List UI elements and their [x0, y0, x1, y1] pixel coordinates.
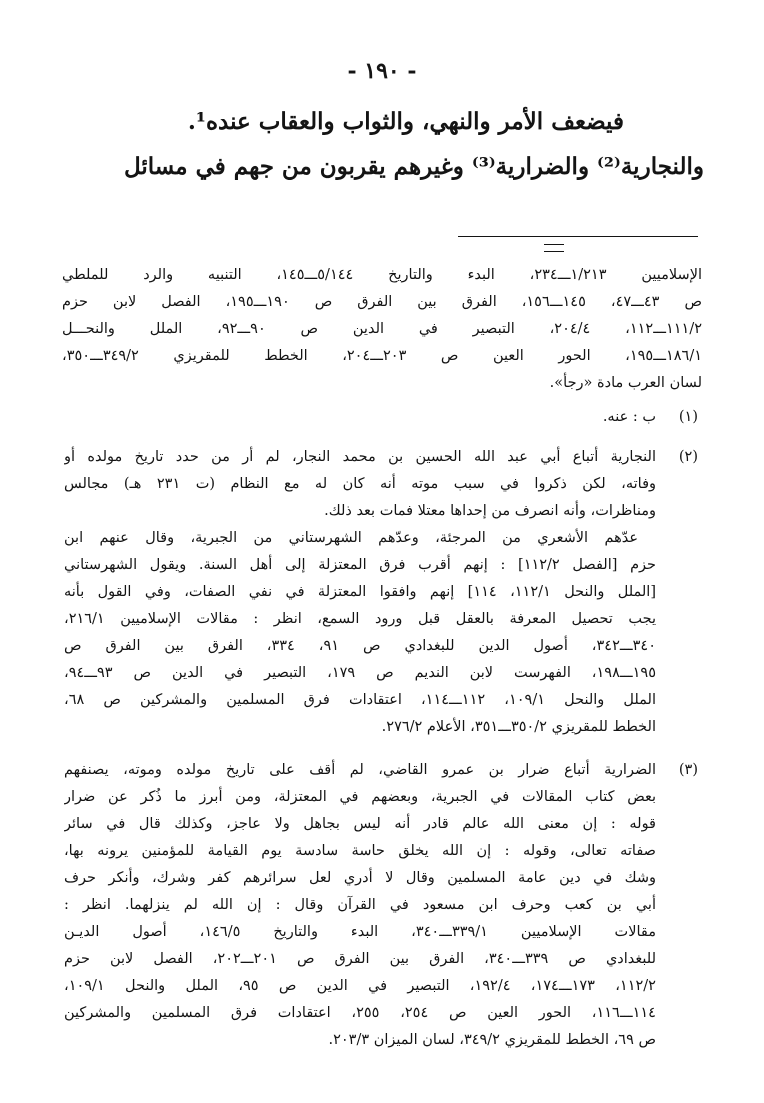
- footnote-line: الضرارية أتباع ضرار بن عمرو القاضي، لم أقف على تاريخ مولده وموته، يصنفهم: [64, 762, 656, 778]
- footnote-line: ٣٤٠ـــ٣٤٢، أصول الدين للبغدادي ص ٩١، ٣٣٤، الفرق بين الفرق ص: [64, 638, 656, 654]
- footnote-line: ١١٢/٢، ١٧٣ـــ١٧٤، ١٩٢/٤، التبصير في الدين ص ٩٥، الملل والنحل ١٠٩/١،: [64, 978, 656, 994]
- footnote-line: الخطط للمقريزي ٣٥٠/٢ـــ٣٥١، الأعلام ٢٧٦/٢.: [381, 719, 656, 735]
- footnote-line: حزم [الفصل ١١٢/٢] : إنهم أقرب فرق المعتزلة إلى أهل السنة. ويقول الشهرستاني: [64, 557, 656, 573]
- footnote-continuation-mark: [544, 244, 564, 252]
- footnote-line: مقالات الإسلاميين ٣٣٩/١ـــ٣٤٠، البدء والتاريخ ١٤٦/٥، أصول الديـن: [64, 924, 656, 940]
- footnote-line: ١٨٦/١ـــ١٩٥، الحور العين ص ٢٠٣ـــ٢٠٤، الخطط للمقريزي ٣٤٩/٢ـــ٣٥٠،: [62, 348, 702, 364]
- footnote-divider: [458, 236, 698, 237]
- footnote-line: ص ٤٣ـــ٤٧، ١٤٥ـــ١٥٦، الفرق بين الفرق ص ١٩٠ـــ١٩٥، الفصل لابن حزم: [62, 294, 702, 310]
- footnote-line: يجب تحصيل المعرفة بالعقل قبل ورود السمع، انظر : مقالات الإسلاميين ٢١٦/١،: [64, 611, 656, 627]
- footnote-number: (٢): [678, 449, 698, 465]
- footnote-line: وفاته، لكن ذكروا في سبب موته أنه كان له مع النظام (ت ٢٣١ هـ) مجالس: [64, 476, 656, 492]
- main-text-line-2: والنجارية⁽²⁾ والضرارية⁽³⁾ وغيرهم يقربون من جهم في مسائل: [123, 153, 704, 180]
- footnote-line: [الملل والنحل ١١٢/١، ١١٤] إنهم وافقوا المعتزلة في نفي الصفات، وفي القول بأنه: [64, 584, 656, 600]
- footnote-line: الملل والنحل ١٠٩/١، ١١٢ـــ١١٤، اعتقادات فرق المسلمين والمشركين ص ٦٨،: [64, 692, 656, 708]
- footnote-line: أبي بن كعب وحرف ابن مسعود في القرآن وقال : إن الله لم ينزلهما. انظر :: [64, 897, 656, 913]
- footnote-line: وشك في دين عامة المسلمين وقال لا أدري لعل سرائرهم كفر وشرك، وأنكر حرف: [64, 870, 656, 886]
- footnote-line: للبغدادي ص ٣٣٩ـــ٣٤٠، الفرق بين الفرق ص ٢٠١ـــ٢٠٢، الفصل لابن حزم: [64, 951, 656, 967]
- footnote-line: ص ٦٩، الخطط للمقريزي ٣٤٩/٢، لسان الميزان ٢٠٣/٣.: [328, 1032, 656, 1048]
- footnote-line: ب : عنه.: [602, 409, 656, 425]
- footnote-line: ١١١/٢ـــ١١٢، ٢٠٤/٤، التبصير في الدين ص ٩٠ـــ٩٢، الملل والنحـــل: [62, 321, 702, 337]
- footnote-line: النجارية أتباع أبي عبد الله الحسين بن محمد النجار، لم أر من حدد تاريخ مولده أو: [64, 449, 656, 465]
- footnote-3: [64, 757, 698, 1054]
- footnote-line: ١٩٥ـــ١٩٨، الفهرست لابن النديم ص ١٧٩، التبصير في الدين ص ٩٣ـــ٩٤،: [64, 665, 656, 681]
- footnote-line: صفاته تعالى، وقوله : إن الله يخلق حاسة سادسة يوم القيامة للمؤمنين يرونه بها،: [64, 843, 656, 859]
- footnote-continuation: [62, 262, 702, 397]
- footnote-number: (١): [678, 409, 698, 425]
- footnote-line: ١١٤ـــ١١٦، الحور العين ص ٢٥٤، ٢٥٥، اعتقادات فرق المسلمين والمشركين: [64, 1005, 656, 1021]
- footnote-line: لسان العرب مادة «رجأ».: [549, 375, 702, 391]
- footnote-line: بعض كتاب المقالات في الجبرية، وبعضهم في المعتزلة، ومن أبرز ما ذُكر عن ضرار: [64, 789, 656, 805]
- footnote-2: [64, 444, 698, 741]
- footnote-line: عدّهم الأشعري من المرجئة، وعدّهم الشهرستاني من الجبرية، وقال عنهم ابن: [64, 530, 638, 546]
- footnote-line: قوله : إن معنى الله عالم قادر أنه ليس بجاهل ولا عاجز، وكذلك قال في سائر: [64, 816, 656, 832]
- main-text-line-1: فيضعف الأمر والنهي، والثواب والعقاب عنده¹.: [187, 108, 624, 135]
- footnote-line: ومناظرات، وأنه انصرف من إحداها معتلا فمات بعد ذلك.: [324, 503, 656, 519]
- page-number: - ١٩٠ -: [347, 58, 417, 84]
- footnote-1: [64, 404, 698, 431]
- footnote-line: الإسلاميين ١/٢١٣ـــ٢٣٤، البدء والتاريخ ٥/١٤٤ـــ١٤٥، التنبيه والرد للملطي: [62, 267, 702, 283]
- footnote-number: (٣): [678, 762, 698, 778]
